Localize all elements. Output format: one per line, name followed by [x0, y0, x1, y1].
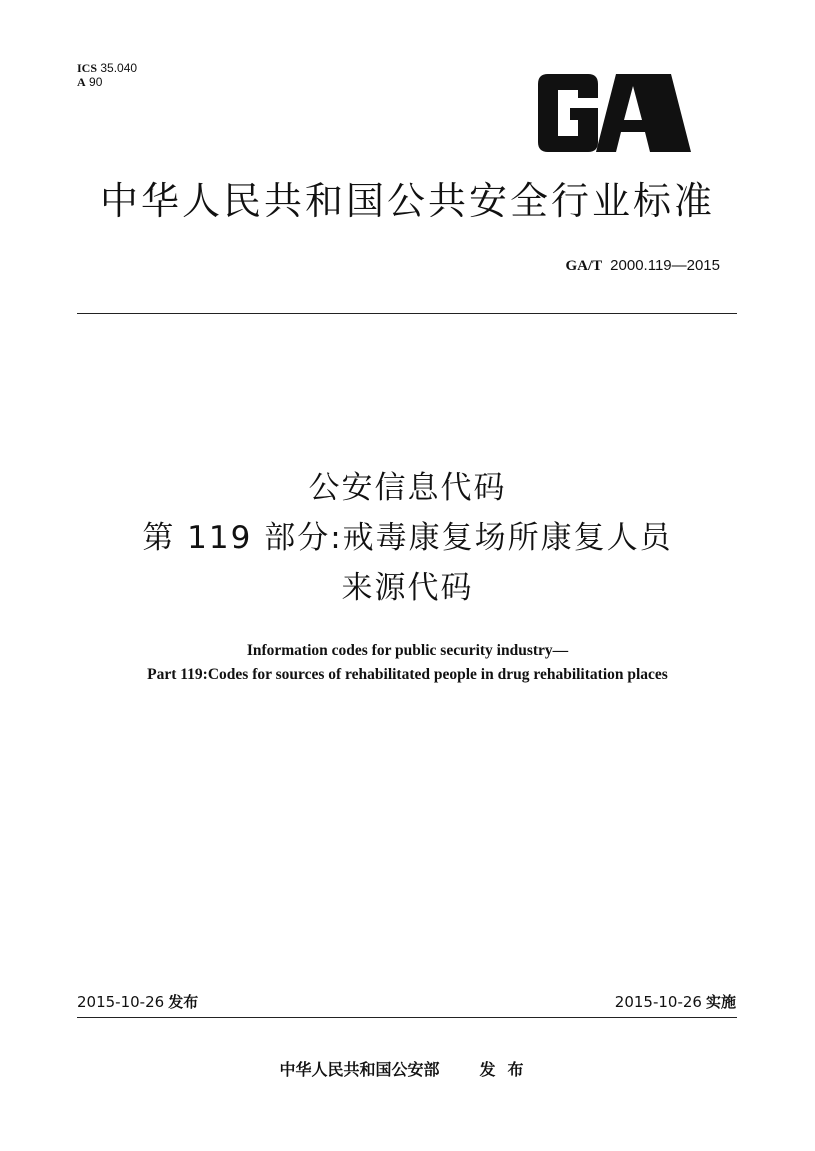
ccs-code: 90 [89, 75, 103, 89]
ics-row [77, 61, 141, 75]
standard-number [565, 257, 720, 275]
organization-title: 中华人民共和国公共安全行业标准 [99, 179, 715, 223]
implementation-label: 实施 [705, 993, 736, 1011]
issuer-action: 发布 [479, 1060, 536, 1079]
implementation-date-value: 2015-10-26 [614, 993, 702, 1011]
release-date-value: 2015-10-26 [77, 993, 165, 1011]
issuer [0, 1057, 815, 1080]
chinese-title-line-1: 公安信息代码 [308, 470, 507, 506]
chinese-title-line-3: 来源代码 [341, 570, 474, 606]
ics-label: ICS [77, 61, 98, 75]
release-label: 发布 [168, 993, 199, 1011]
ics-code: 35.040 [100, 61, 138, 75]
header-divider [77, 313, 737, 314]
release-date [77, 991, 198, 1012]
footer-divider [77, 1017, 737, 1018]
chinese-title-line-2: 第 119 部分:戒毒康复场所康复人员 [142, 520, 673, 556]
ccs-label: A [77, 75, 86, 89]
english-title-line-1: Information codes for public security industry— [246, 642, 569, 659]
issuer-name: 中华人民共和国公安部 [279, 1060, 440, 1079]
ccs-row [77, 75, 141, 89]
english-title-line-2: Part 119:Codes for sources of rehabilitated people in drug rehabilitation places [147, 666, 668, 683]
ga-logo [534, 74, 692, 152]
implementation-date [615, 991, 736, 1012]
classification-codes [77, 61, 141, 89]
standard-prefix: GA/T [565, 258, 603, 274]
standard-number-value: 2000.119—2015 [610, 257, 720, 274]
